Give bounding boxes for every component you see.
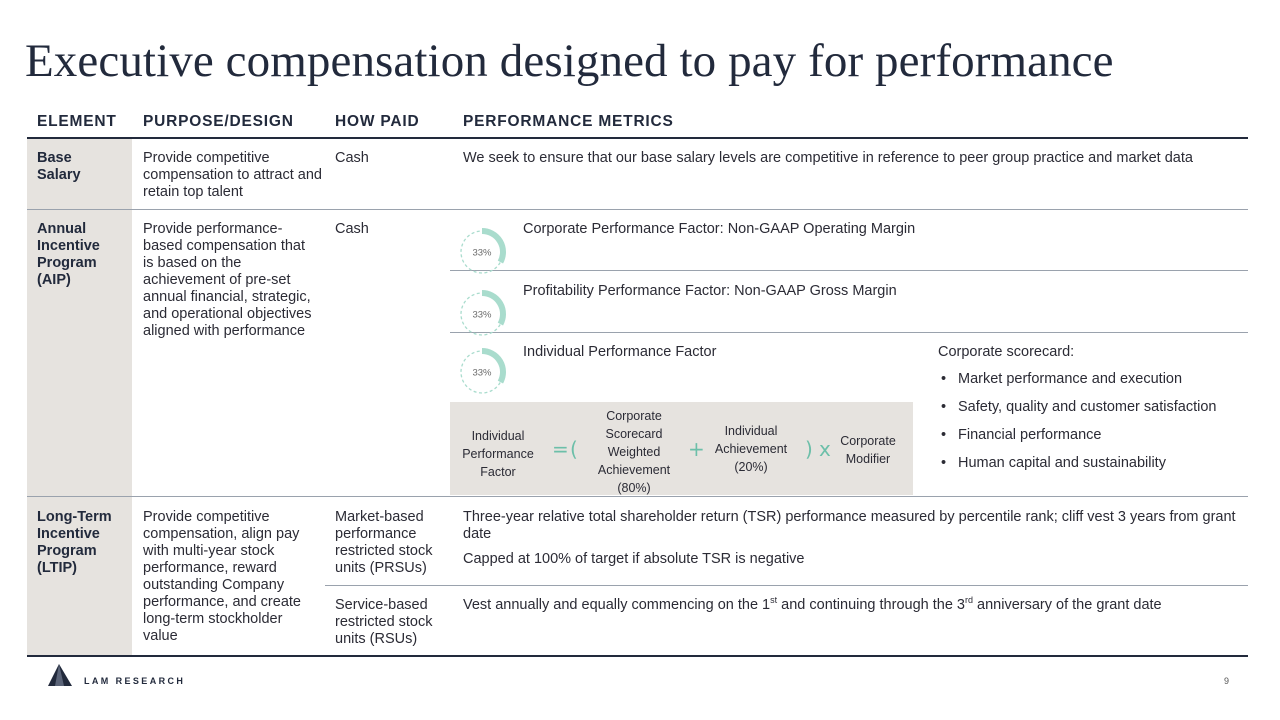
how-paid-prsu: Market-based performance restricted stock units (PRSUs): [335, 509, 433, 576]
element-ltip: Long-Term Incentive Program (LTIP): [37, 509, 112, 576]
page-title: Executive compensation designed to pay for performance: [25, 35, 1114, 87]
header-rule: [27, 137, 1248, 139]
metric-rsu: Vest annually and equally commencing on the 1st and continuing through the 3rd anniversary of the grant date: [463, 595, 1162, 613]
scorecard-list: [938, 371, 1238, 483]
purpose-aip: Provide performance-based compensation that is based on the achievement of pre-set annual financial, strategic, and operational objectives aligned with performance: [143, 221, 312, 339]
formula-term-scorecard: Corporate Scorecard Weighted Achievement (80%): [597, 409, 671, 495]
metric-prsu-tsr: Three-year relative total shareholder return (TSR) performance measured by percentile rank; cliff vest 3 years from grant date: [463, 509, 1236, 542]
donut-label: 33%: [472, 309, 492, 321]
header-element: ELEMENT: [37, 113, 117, 130]
list-item: • Safety, quality and customer satisfaction: [938, 399, 1238, 416]
donut-chart-icon: [456, 288, 508, 340]
list-item: • Human capital and sustainability: [938, 455, 1238, 472]
factor-individual: Individual Performance Factor: [523, 344, 717, 360]
metric-prsu-cap: Capped at 100% of target if absolute TSR is negative: [463, 551, 805, 567]
factor-gross-margin: Profitability Performance Factor: Non-GAAP Gross Margin: [523, 283, 897, 299]
element-column-fill: [27, 139, 132, 656]
list-item: • Financial performance: [938, 427, 1238, 444]
row-divider: [27, 209, 1248, 210]
lam-logo-icon: [46, 663, 74, 687]
scorecard-title: Corporate scorecard:: [938, 344, 1075, 360]
row-divider: [450, 332, 1248, 333]
close-paren: ): [805, 437, 813, 461]
factor-operating-margin: Corporate Performance Factor: Non-GAAP Operating Margin: [523, 221, 916, 237]
how-paid-rsu: Service-based restricted stock units (RSUs): [335, 597, 433, 647]
metric-base-salary: We seek to ensure that our base salary levels are competitive in reference to peer group practice and market data: [463, 150, 1193, 166]
row-divider: [450, 270, 1248, 271]
how-paid-base-salary: Cash: [335, 150, 369, 166]
purpose-base-salary: Provide competitive compensation to attract and retain top talent: [143, 150, 322, 200]
formula-term-individual: Individual Achievement (20%): [714, 424, 788, 474]
formula-result: Individual Performance Factor: [462, 429, 534, 479]
row-divider: [325, 585, 1248, 586]
header-how-paid: HOW PAID: [335, 113, 420, 130]
header-metrics: PERFORMANCE METRICS: [463, 113, 674, 130]
list-item: • Market performance and execution: [938, 371, 1238, 388]
purpose-ltip: Provide competitive compensation, align pay with multi-year stock performance, reward outstanding Company performance, and create long-term stockholder value: [143, 509, 301, 644]
donut-label: 33%: [472, 367, 492, 379]
times-sign: x: [819, 437, 831, 461]
element-base-salary: Base Salary: [37, 150, 81, 183]
header-purpose: PURPOSE/DESIGN: [143, 113, 294, 130]
brand-name: LAM RESEARCH: [84, 676, 186, 686]
donut-chart-icon: [456, 346, 508, 398]
formula-term-modifier: Corporate Modifier: [840, 434, 896, 466]
page-number: 9: [1224, 676, 1230, 686]
donut-label: 33%: [472, 247, 492, 259]
table-bottom-rule: [27, 655, 1248, 657]
how-paid-aip: Cash: [335, 221, 369, 237]
open-paren: (: [570, 437, 578, 461]
element-aip: Annual Incentive Program (AIP): [37, 221, 100, 288]
equals-sign: =: [552, 437, 569, 461]
donut-chart-icon: [456, 226, 508, 278]
plus-sign: +: [688, 437, 705, 461]
